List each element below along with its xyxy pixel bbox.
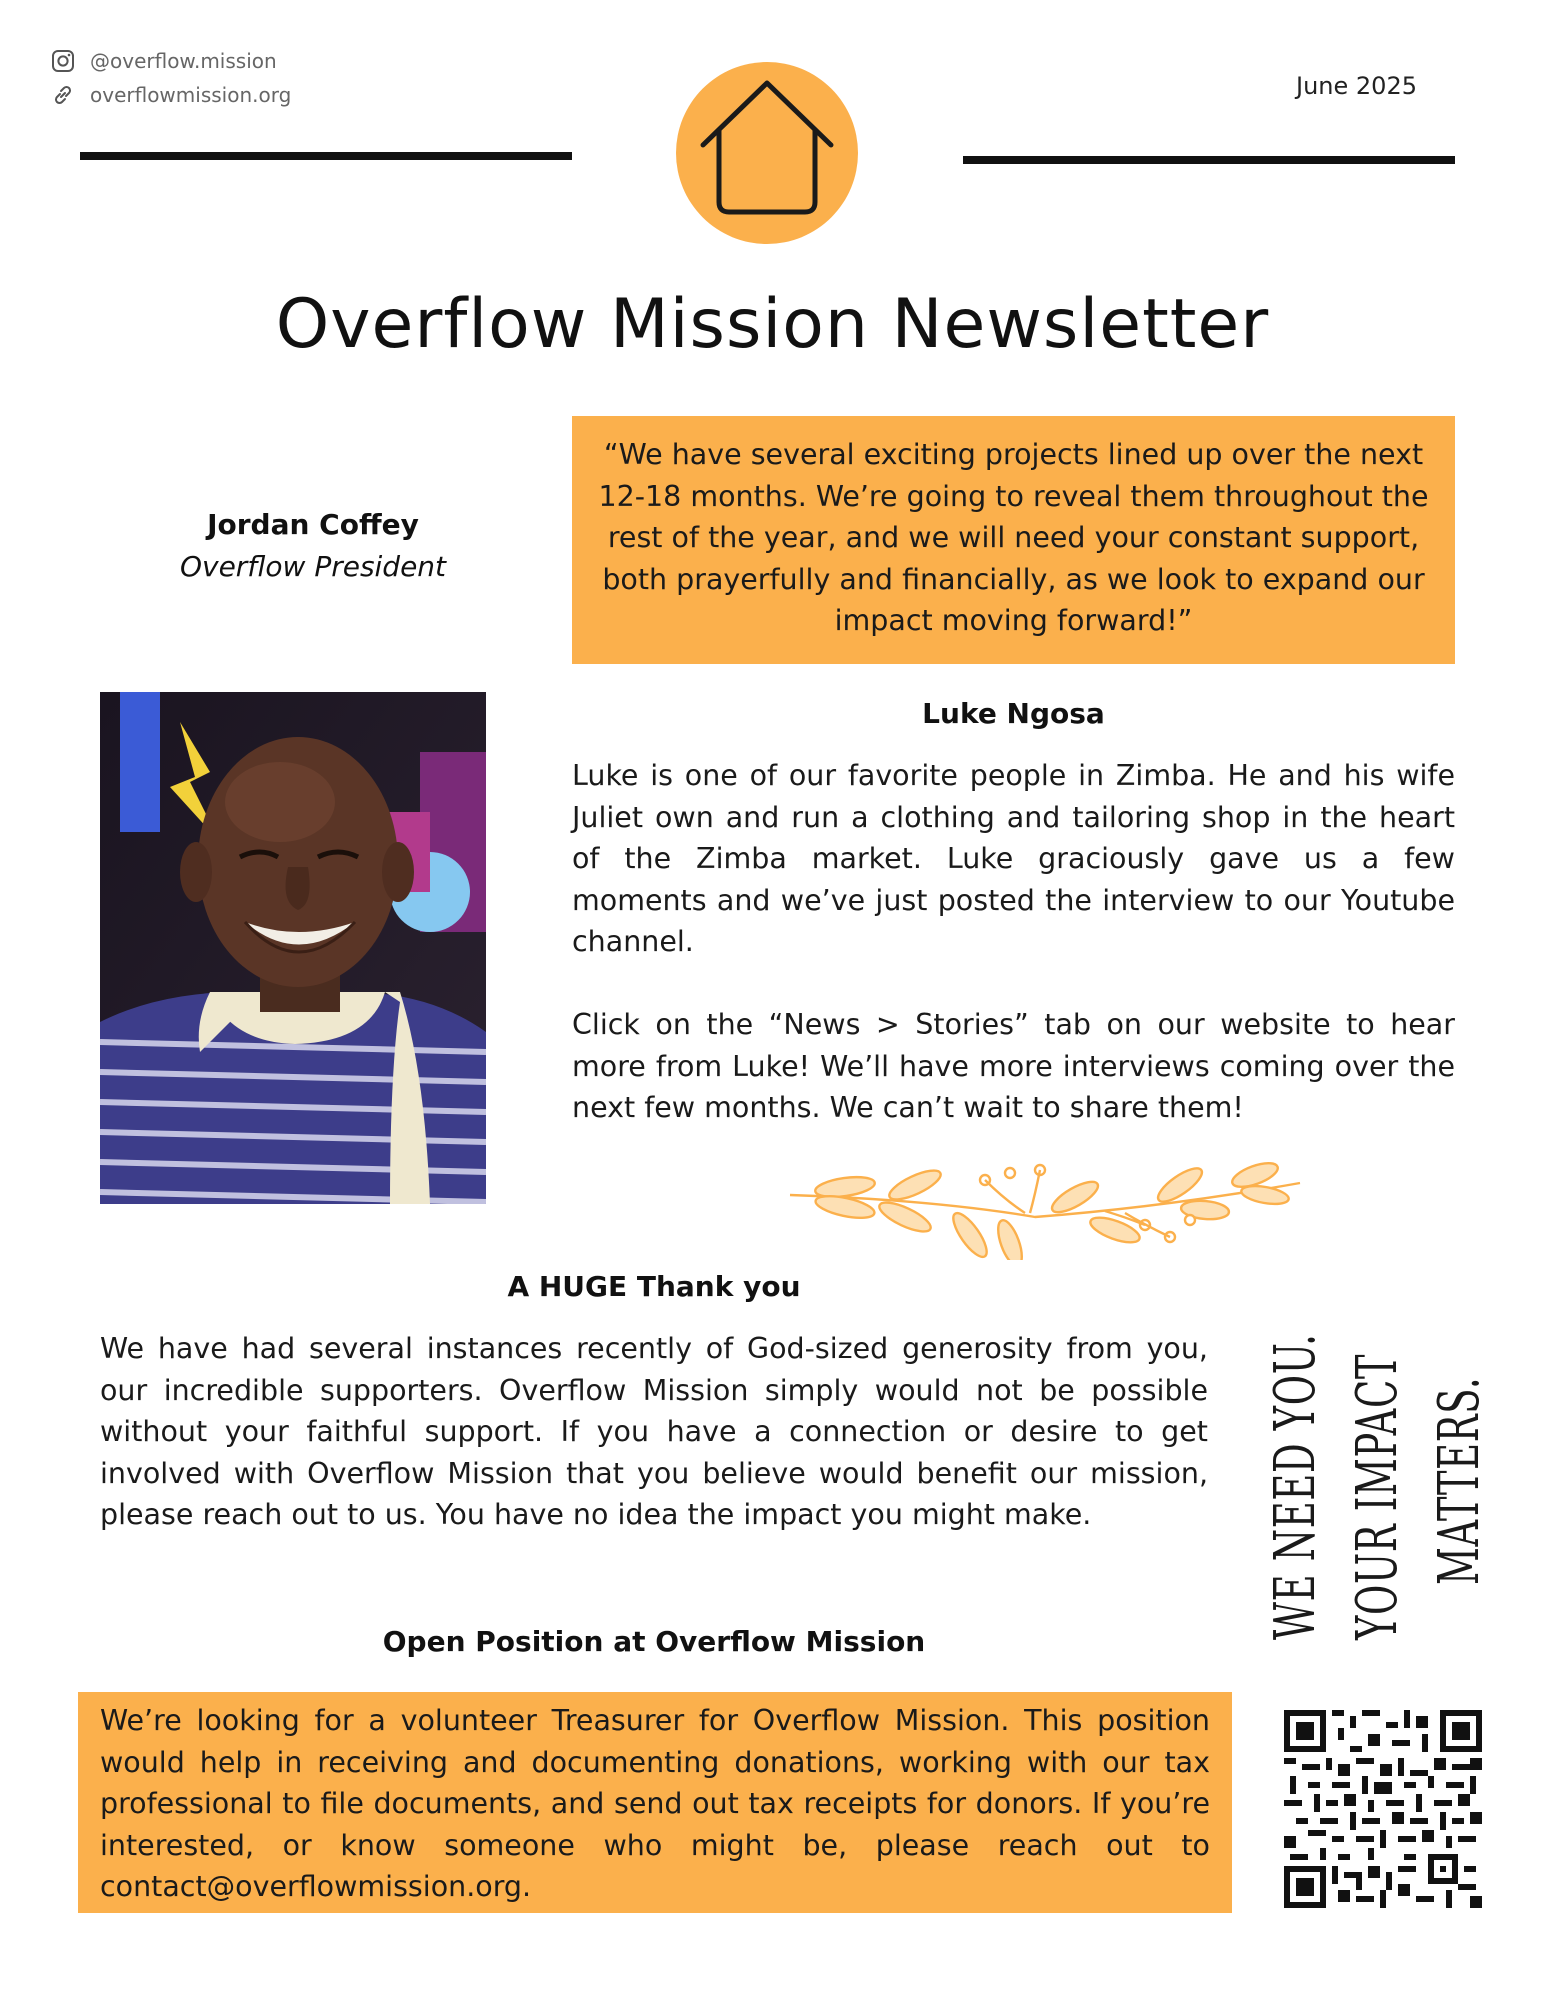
home-logo: [676, 62, 858, 244]
position-heading: Open Position at Overflow Mission: [382, 1625, 926, 1658]
newsletter-title: Overflow Mission Newsletter: [275, 285, 1270, 364]
president-quote: “We have several exciting projects lined up over the next 12-18 months. We’re going to reveal them throughout the rest of the year, and we will need your constant support, both prayerfully and financially, as we look to expand our impact moving forward!”: [572, 416, 1455, 664]
instagram-icon: [50, 48, 76, 74]
president-name: Jordan Coffey: [207, 508, 419, 541]
thanks-text: We have had several instances recently of God-sized generosity from you, our incredible supporters. Overflow Mission simply would not be possible without your faithful support. If you have a connection or desire to get involved with Overflow Mission that you believe would benefit our mission, please reach out to us. You have no idea the impact you might make.: [100, 1332, 1208, 1531]
position-text: We’re looking for a volunteer Treasurer for Overflow Mission. This position would help in receiving and documenting donations, working with our tax professional to file documents, and send out tax receipts for donors. If you’re interested, or know someone who might be, please reach out to contact@overflowmission.org.: [78, 1692, 1232, 1913]
website-text: overflowmission.org: [90, 83, 292, 107]
instagram-text: @overflow.mission: [90, 49, 277, 73]
sidebar-line-3: MATTERS.: [1427, 1376, 1492, 1585]
link-icon: [50, 82, 76, 108]
website-link[interactable]: [50, 82, 291, 108]
sidebar-line-1: WE NEED YOU.: [1263, 1333, 1328, 1640]
portrait-photo: [100, 692, 486, 1204]
feature-paragraph-2: Click on the “News > Stories” tab on our website to hear more from Luke! We’ll have more interviews coming over the next few months. We can’t wait to share them!: [572, 1008, 1455, 1124]
sidebar-line-2: YOUR IMPACT: [1345, 1353, 1410, 1640]
thanks-heading: A HUGE Thank you: [507, 1270, 801, 1303]
qr-code[interactable]: [1284, 1710, 1482, 1908]
feature-heading: Luke Ngosa: [922, 697, 1105, 730]
instagram-handle[interactable]: [50, 48, 277, 74]
house-icon: [676, 62, 858, 244]
header-rule-right: [963, 156, 1455, 164]
branch-ornament: [785, 1155, 1305, 1260]
issue-date: June 2025: [1296, 72, 1417, 100]
feature-paragraph-1: Luke is one of our favorite people in Zimba. He and his wife Juliet own and run a clothing and tailoring shop in the heart of the Zimba market. Luke graciously gave us a few moments and we’ve just posted the interview to our Youtube channel.: [572, 759, 1455, 958]
president-role: Overflow President: [179, 550, 447, 583]
header-rule-left: [80, 152, 572, 160]
